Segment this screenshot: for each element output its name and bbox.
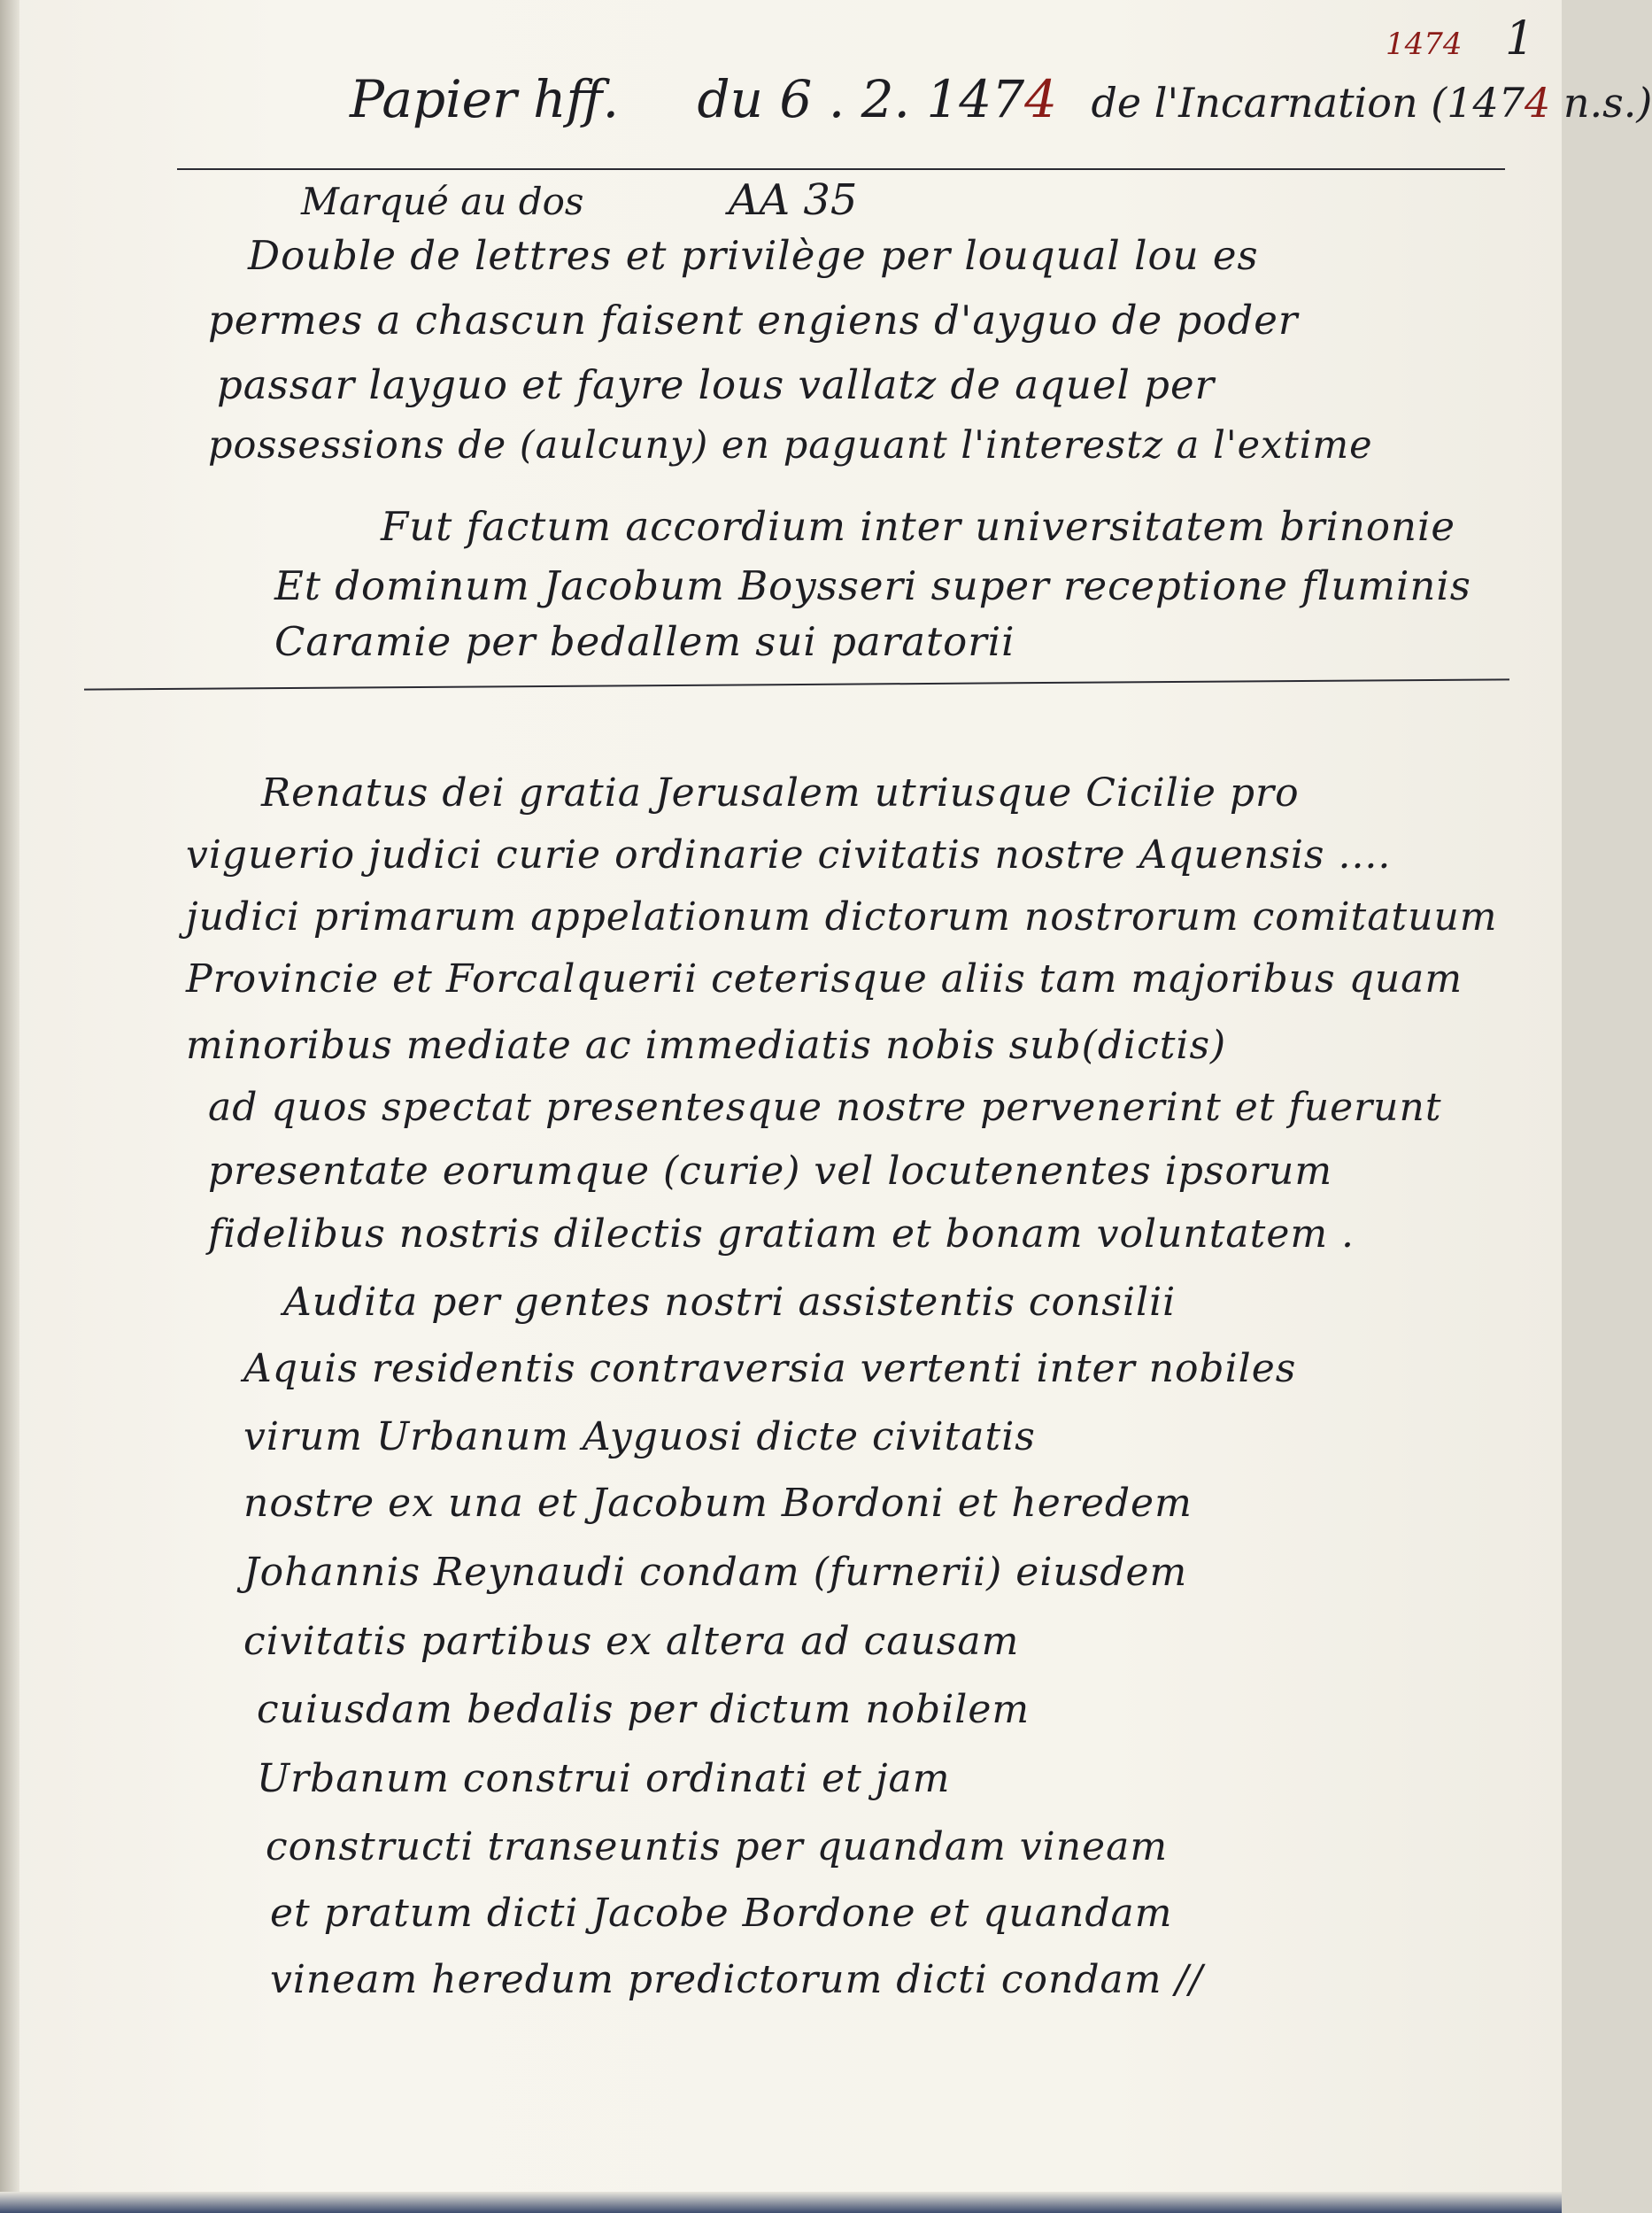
marque-code: AA 35 [728,175,858,225]
marque-label: Marqué au dos [301,180,584,223]
body-line: Urbanum construi ordinati et jam [257,1756,951,1801]
body-line: presentate eorumque (curie) vel locutenentes ipsorum [208,1149,1333,1194]
factum-line: Et dominum Jacobum Boysseri super receptione fluminis [274,562,1471,609]
heading-left: Papier hff. [350,69,620,129]
summary-line: passar layguo et fayre lous vallatz de aquel per [217,361,1216,408]
body-line: minoribus mediate ac immediatis nobis sub(dictis) [186,1023,1227,1068]
body-line: Audita per gentes nostri assistentis consilii [283,1280,1177,1325]
paper-bottom-edge [0,2192,1562,2213]
body-line: ad quos spectat presentesque nostre pervenerint et fuerunt [208,1085,1442,1130]
heading-suffix: n.s.) [1550,79,1652,127]
document-heading [350,69,1652,129]
body-line: constructi transeuntis per quandam vineam [266,1824,1169,1869]
heading-date-correction: 4 [1024,69,1057,129]
factum-line: Fut factum accordium inter universitatem brinonie [381,503,1456,550]
paper-left-edge [0,0,19,2213]
body-line: virum Urbanum Ayguosi dicte civitatis [243,1414,1036,1459]
body-line: viguerio judici curie ordinarie civitatis nostre Aquensis .... [186,832,1392,878]
body-line: fidelibus nostris dilectis gratiam et bonam voluntatem . [208,1211,1355,1257]
body-line: vineam heredum predictorum dicti condam // [270,1957,1204,2002]
heading-right-correction: 4 [1525,79,1551,127]
red-annotation: 1474 [1386,27,1463,62]
factum-line: Caramie per bedallem sui paratorii [274,618,1015,665]
body-line: nostre ex una et Jacobum Bordoni et heredem [243,1481,1193,1526]
section-rule [84,678,1509,690]
summary-line: permes a chascun faisent engiens d'ayguo de poder [208,297,1299,344]
summary-line: Double de lettres et privilège per louqual lou es [248,232,1259,279]
body-line: Johannis Reynaudi condam (furnerii) eiusdem [243,1550,1188,1595]
body-line: civitatis partibus ex altera ad causam [243,1619,1020,1664]
heading-right: de l'Incarnation (147 [1091,79,1525,127]
body-line: Renatus dei gratia Jerusalem utriusque Cicilie pro [261,770,1300,816]
page-number: 1 [1505,12,1535,66]
body-line: Aquis residentis contraversia vertenti inter nobiles [243,1346,1297,1391]
body-line: et pratum dicti Jacobe Bordone et quandam [270,1891,1173,1936]
summary-line: possessions de (aulcuny) en paguant l'interestz a l'extime [208,423,1373,468]
body-line: cuiusdam bedalis per dictum nobilem [257,1687,1031,1732]
heading-rule [177,168,1505,170]
body-line: judici primarum appelationum dictorum nostrorum comitatuum [186,894,1498,940]
heading-date: du 6 . 2. 147 [697,69,1025,129]
body-line: Provincie et Forcalquerii ceterisque aliis tam majoribus quam [186,956,1463,1002]
marque-line [301,175,857,225]
